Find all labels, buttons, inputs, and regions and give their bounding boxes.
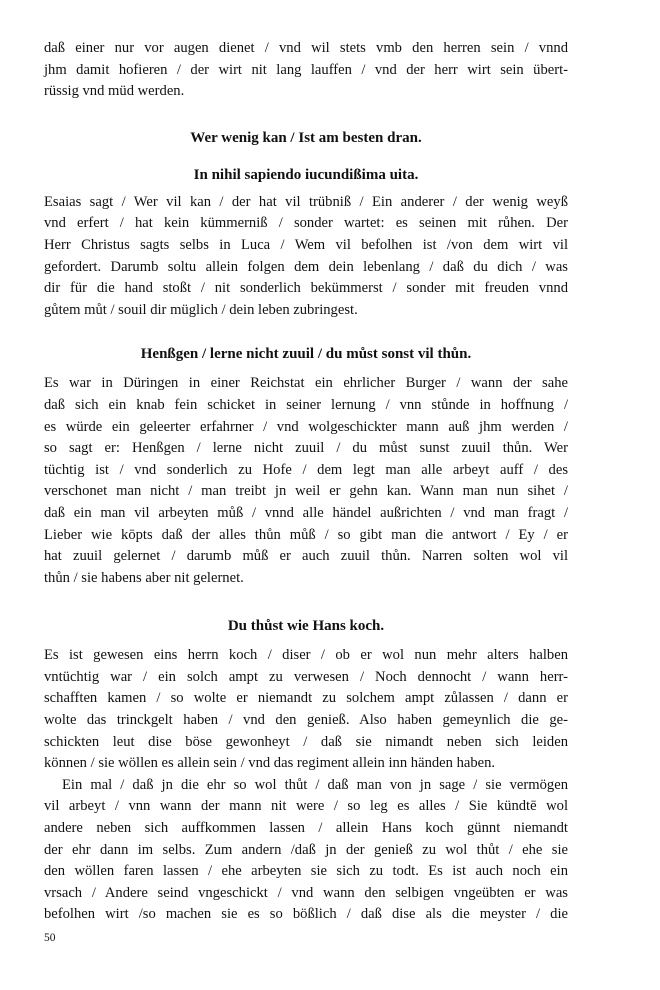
section1-paragraph xyxy=(44,192,568,322)
text-line: befolhen wirt /so machen sie es so bößlich / daß dise als die meyster / die xyxy=(44,906,568,923)
text-line: schickten leut dise böse gewonheyt / daß sie nimandt neben sich leiden xyxy=(44,733,568,750)
text-line: Herr Christus sagts selbs in Luca / Wem vil befolhen ist /von dem wirt vil xyxy=(44,236,568,253)
text-line: thůn / sie habens aber nit gelernet. xyxy=(44,569,244,586)
text-line: gefordert. Darumb soltu allein folgen dem dein lebenlang / daß du dich / was xyxy=(44,258,568,275)
text-line: Lieber wie kōpts daß der alles thůn můß / so gibt man die antwort / Ey / er xyxy=(44,526,568,543)
text-line: daß sich ein knab fein schicket in seiner lernung / vnn stůnde in hoffnung / xyxy=(44,396,568,413)
text-line: vnd erfert / hat kein kümmerniß / sonder wartet: es seinen mit růhen. Der xyxy=(44,215,568,232)
text-line: vntüchtig war / ein solch ampt zu verwesen / Noch dennocht / wann herr- xyxy=(44,668,568,685)
text-line: wolte das trinckgelt haben / vnd den genieß. Also haben gemeynlich die ge- xyxy=(44,712,568,729)
section3-paragraph-2 xyxy=(44,775,568,926)
text-line: daß einer nur vor augen dienet / vnd wil stets vmb den herren sein / vnnd xyxy=(44,40,568,56)
section2-heading: Henßgen / lerne nicht zuuil / du můst sonst vil thůn. xyxy=(140,346,472,363)
page-number: 50 xyxy=(44,932,56,944)
text-line: vil arbeyt / vnn wann der mann nit were / so leg es alles / Sie kündtē wol xyxy=(44,798,568,815)
text-line: schafften kamen / so wolte er niemandt zu solchem ampt zůlassen / dann er xyxy=(44,690,568,707)
text-line: tüchtig ist / vnd sonderlich zu Hofe / dem legt man alle arbeyt auff / des xyxy=(44,461,568,478)
text-line: verschonet man nicht / man treibt jn weil er gehn kan. Wann man nun sihet / xyxy=(44,483,568,500)
text-line: Es ist gewesen eins herrn koch / diser / ob er wol nun mehr alters halben xyxy=(44,647,568,664)
text-line: so sagt er: Henßgen / lerne nicht zuuil / du můst sunst zuuil thůn. Wer xyxy=(44,440,568,457)
section2-paragraph xyxy=(44,373,568,589)
text-line: Ein mal / daß jn die ehr so wol thůt / daß man von jn sage / sie vermögen xyxy=(62,776,568,793)
text-line: vrsach / Andere seind vngeschickt / vnd wann den selbigen vngeübten er was xyxy=(44,884,568,901)
text-line: können / sie wöllen es allein sein / vnd das regiment allein inn händen haben. xyxy=(44,755,496,772)
text-line: den wöllen faren lassen / ehe arbeyten sie sich zu todt. Es ist auch noch ein xyxy=(44,863,568,880)
text-line: dir für die hand stoßt / nit sonderlich bekümmerst / sonder mit freuden vnnd xyxy=(44,280,568,297)
section3-heading: Du thůst wie Hans koch. xyxy=(227,618,385,635)
section1-subheading: In nihil sapiendo iucundißima uita. xyxy=(193,166,419,183)
text-line: gůtem můt / souil dir müglich / dein leben zubringest. xyxy=(44,301,358,318)
text-line: andere neben sich auffkommen lassen / allein Hans koch günnt niemandt xyxy=(44,820,568,837)
section1-heading: Wer wenig kan / Ist am besten dran. xyxy=(190,129,422,146)
text-line: hat zuuil gelernet / darumb můß er auch zuuil thůn. Narren solten wol vil xyxy=(44,548,568,565)
text-line: Esaias sagt / Wer vil kan / der hat vil trübniß / Ein anderer / der wenig weyß xyxy=(44,193,568,210)
text-line: der ehr dann im selbs. Zum andern /daß jn der genieß zu wol thůt / ehe sie xyxy=(44,841,568,858)
page-body xyxy=(44,38,568,926)
intro-paragraph xyxy=(44,38,568,103)
text-line: rüssig vnd müd werden. xyxy=(44,83,185,100)
text-line: es würde ein geleerter erfahrner / vnd wolgeschickter mann auß jhm werden / xyxy=(44,418,568,435)
text-line: daß ein man vil arbeyten můß / vnnd alle händel außrichten / vnd man fragt / xyxy=(44,504,568,521)
text-line: Es war in Düringen in einer Reichstat ein ehrlicher Burger / wann der sahe xyxy=(44,375,568,392)
section3-paragraph xyxy=(44,645,568,775)
text-line: jhm damit hofieren / der wirt nit lang lauffen / vnd der herr wirt sein übert- xyxy=(44,61,568,78)
